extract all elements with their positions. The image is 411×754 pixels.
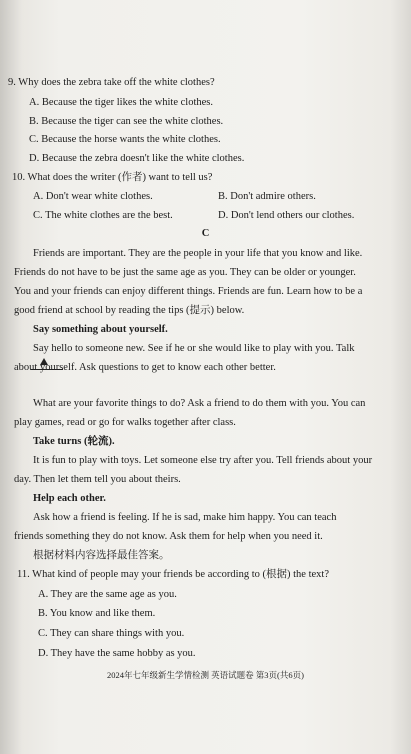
q11-option-b: B. You know and like them. xyxy=(38,608,156,619)
tip-1-title: Say something about yourself. xyxy=(33,324,168,335)
q9-option-c: C. Because the horse wants the white clothes. xyxy=(29,134,221,145)
q10-option-b: B. Don't admire others. xyxy=(218,191,316,202)
question-11-stem: 11. What kind of people may your friends be according to (根据) the text? xyxy=(17,569,329,580)
q10-option-c: C. The white clothes are the best. xyxy=(33,210,173,221)
tip-3-title: Help each other. xyxy=(33,493,106,504)
paragraph-line: good friend at school by reading the tips (提示) below. xyxy=(14,305,245,316)
passage-c-heading: C xyxy=(201,228,210,239)
section-instruction: 根据材料内容选择最佳答案。 xyxy=(33,550,170,561)
paragraph-line: You and your friends can enjoy different things. Friends are fun. Learn how to be a xyxy=(14,286,363,297)
q11-option-a: A. They are the same age as you. xyxy=(38,589,177,600)
q10-option-a: A. Don't wear white clothes. xyxy=(33,191,153,202)
paragraph-line: Friends do not have to be just the same age as you. They can be older or younger. xyxy=(14,267,356,278)
paragraph-line: Say hello to someone new. See if he or she would like to play with you. Talk xyxy=(33,343,355,354)
blank-marker-triangle xyxy=(40,358,48,365)
question-10-stem: 10. What does the writer (作者) want to tell us? xyxy=(12,172,213,183)
q11-option-c: C. They can share things with you. xyxy=(38,628,185,639)
paragraph-line: about yourself. Ask questions to get to know each other better. xyxy=(14,362,276,373)
paragraph-line: It is fun to play with toys. Let someone else try after you. Tell friends about your xyxy=(33,455,373,466)
q11-option-d: D. They have the same hobby as you. xyxy=(38,648,196,659)
page-footer: 2024年七年级新生学情检测 英语试题卷 第3页(共6页) xyxy=(107,670,304,680)
q9-option-a: A. Because the tiger likes the white clothes. xyxy=(29,97,213,108)
paragraph-line: Friends are important. They are the people in your life that you know and like. xyxy=(33,248,363,259)
answer-blank xyxy=(31,369,63,370)
paragraph-line: Ask how a friend is feeling. If he is sad, make him happy. You can teach xyxy=(33,512,337,523)
paragraph-line: play games, read or go for walks together after class. xyxy=(14,417,236,428)
tip-2-title: Take turns (轮流). xyxy=(33,436,115,447)
paragraph-line: What are your favorite things to do? Ask a friend to do them with you. You can xyxy=(33,398,366,409)
paragraph-line: friends something they do not know. Ask them for help when you need it. xyxy=(14,531,323,542)
question-9-stem: 9. Why does the zebra take off the white clothes? xyxy=(8,77,215,88)
paragraph-line: day. Then let them tell you about theirs. xyxy=(14,474,181,485)
q10-option-d: D. Don't lend others our clothes. xyxy=(218,210,355,221)
q9-option-b: B. Because the tiger can see the white clothes. xyxy=(29,116,224,127)
q9-option-d: D. Because the zebra doesn't like the white clothes. xyxy=(29,153,245,164)
